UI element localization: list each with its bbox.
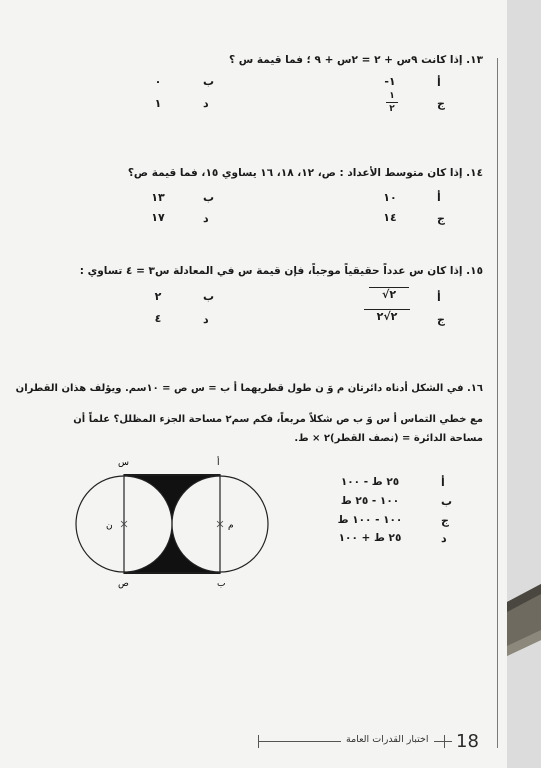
label-n: ن <box>106 521 113 531</box>
q14-option-b-value: ١٣ <box>151 191 165 204</box>
q13-option-c-fraction <box>386 91 398 114</box>
q13-option-d-value: ١ <box>154 97 162 110</box>
q15-option-a-letter: أ <box>437 291 441 304</box>
q13-option-a-value: ١- <box>384 75 396 88</box>
footer-rule-left <box>258 741 341 742</box>
label-b: ب <box>217 579 226 589</box>
q15-option-d-value: ٤ <box>154 312 162 325</box>
q13-option-a-letter: أ <box>437 76 441 89</box>
q14-option-a-letter: أ <box>437 191 441 204</box>
q16-option-d-value: ٢٥ ط + ١٠٠ <box>338 532 402 544</box>
q14-option-c-value: ١٤ <box>383 211 397 224</box>
q16-option-a-value: ٢٥ ط - ١٠٠ <box>340 476 400 488</box>
q15-option-d-letter: د <box>203 313 209 326</box>
page-border-line <box>497 58 498 748</box>
question-16-line-2: مع خطي التماس أ س وَ ب ص شكلاً مربعاً، فكم سم٢ مساحة الجزء المظلل؟ علماً أن <box>73 414 483 425</box>
question-13-text: ١٣. إذا كانت ٩س + ٢ = ٢س + ٩ ؛ فما قيمة س ؟ <box>229 54 483 66</box>
question-14-text: ١٤. إذا كان متوسط الأعداد : ص، ١٢، ١٨، ١٦ يساوي ١٥، فما قيمة ص؟ <box>127 167 483 179</box>
fraction-denominator: ٢ <box>389 104 395 114</box>
q16-option-c-value: ١٠٠ - ١٠٠ ط <box>337 514 403 526</box>
label-m: م <box>228 521 234 531</box>
q16-option-b-value: ١٠٠ - ٢٥ ط <box>340 495 400 507</box>
q13-option-b-value: ٠ <box>154 75 162 88</box>
fraction-bar <box>386 102 398 103</box>
q13-option-b-letter: ب <box>203 75 215 88</box>
page-number: 18 <box>456 731 479 752</box>
q14-option-d-value: ١٧ <box>151 211 165 224</box>
q15-option-c-value: ٢√٢ <box>364 309 410 323</box>
circles-figure <box>70 450 280 590</box>
q14-option-a-value: ١٠ <box>383 191 397 204</box>
footer-rule-right <box>434 741 452 742</box>
footer-title: اختبار القدرات العامة <box>346 734 429 745</box>
question-16-line-1: ١٦. في الشكل أدناه دائرتان م وَ ن طول قطريهما أ ب = س ص = ١٠سم. ويؤلف هذان القطران <box>15 383 483 394</box>
q14-option-b-letter: ب <box>203 191 215 204</box>
label-sad: ص <box>118 579 129 589</box>
footer-tick-right <box>444 735 445 748</box>
q15-option-a-value: ٢√ <box>369 287 409 301</box>
q14-option-c-letter: ج <box>437 212 445 225</box>
q15-option-b-value: ٢ <box>154 290 162 303</box>
q13-option-c-letter: ج <box>437 97 445 110</box>
label-s: س <box>118 458 129 468</box>
q16-option-c-letter: ج <box>441 514 449 527</box>
page-tab-decoration <box>507 584 541 656</box>
label-a: أ <box>217 458 220 468</box>
q15-option-b-letter: ب <box>203 290 215 303</box>
q16-option-a-letter: أ <box>441 476 445 489</box>
fraction-numerator: ١ <box>389 91 395 101</box>
q16-option-d-letter: د <box>441 532 447 545</box>
q15-option-c-letter: ج <box>437 313 445 326</box>
question-15-text: ١٥. إذا كان س عدداً حقيقياً موجباً، فإن قيمة س في المعادلة س٣ = ٤ تساوي : <box>79 265 483 277</box>
q14-option-d-letter: د <box>203 212 209 225</box>
q13-option-d-letter: د <box>203 97 209 110</box>
footer-tick-left <box>258 735 259 748</box>
question-16-line-3: مساحة الدائرة = (نصف القطر)٢ × ط. <box>294 433 483 444</box>
q16-option-b-letter: ب <box>441 495 453 508</box>
